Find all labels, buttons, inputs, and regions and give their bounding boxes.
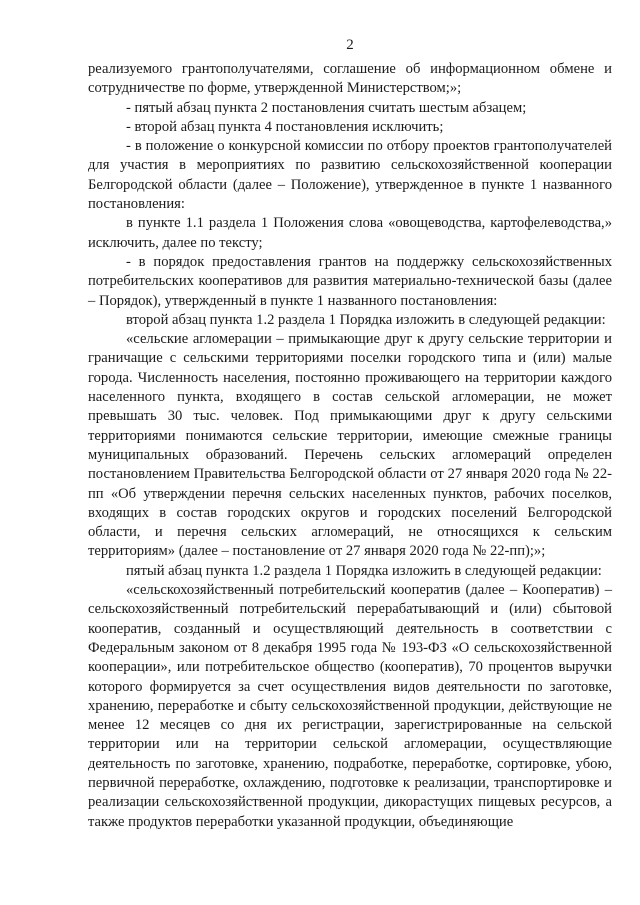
paragraph-10: «сельскохозяйственный потребительский кооператив (далее – Кооператив) – сельскохозяйственный потребительский перерабатывающий и (или) сбытовой кооператив, созданный и осуществляющий деятельность в соответствии с Федеральным законом от 8 декабря 1995 года № 193-ФЗ «О сельскохозяйственной кооперации», или потребительское общество (кооператив), 70 процентов выручки которого формируется за счет осуществления видов деятельности по заготовке, хранению, переработке и сбыту сельскохозяйственной продукции, действующие не менее 12 месяцев со дня их регистрации, зарегистрированные на сельской территории или на территории сельской агломерации, осуществляющие деятельность по заготовке, хранению, подработке, переработке, сортировке, убою, первичной переработке, охлаждению, подготовке к реализации, транспортировке и реализации сельскохозяйственной продукции, дикорастущих пищевых ресурсов, а также продуктов переработки указанной продукции, объединяющие — [88, 582, 612, 830]
paragraph-1: реализуемого грантополучателями, соглашение об информационном обмене и сотрудничестве по форме, утвержденной Министерством;»; — [88, 61, 612, 97]
paragraph-2: - пятый абзац пункта 2 постановления считать шестым абзацем; — [126, 99, 527, 116]
paragraph-3: - второй абзац пункта 4 постановления исключить; — [126, 118, 444, 135]
paragraph-8: «сельские агломерации – примыкающие друг к другу сельские территории и граничащие с сельскими территориями поселки городского типа и (или) малые города. Численность населения, постоянно проживающего на территории каждого населенного пункта, входящего в состав сельской агломерации, не может превышать 30 тыс. человек. Под примыкающими друг к другу сельскими территориями понимаются сельские территории, имеющие смежные границы муниципальных образований. Перечень сельских агломераций определен постановлением Правительства Белгородской области от 27 января 2020 года № 22-пп «Об утверждении перечня сельских населенных пунктов, рабочих поселков, входящих в состав городских округов и городских поселений Белгородской области, и перечня сельских агломераций, не относящихся к сельским территориям» (далее – постановление от 27 января 2020 года № 22-пп);»; — [88, 331, 612, 560]
page-number: 2 — [346, 37, 354, 53]
paragraph-9: пятый абзац пункта 1.2 раздела 1 Порядка изложить в следующей редакции: — [126, 562, 602, 579]
paragraph-7: второй абзац пункта 1.2 раздела 1 Порядка изложить в следующей редакции: — [126, 311, 606, 328]
paragraph-5: в пункте 1.1 раздела 1 Положения слова «овощеводства, картофелеводства,» исключить, далее по тексту; — [88, 215, 612, 251]
paragraph-4: - в положение о конкурсной комиссии по отбору проектов грантополучателей для участия в мероприятиях по развитию сельскохозяйственной кооперации Белгородской области (далее – Положение), утвержденное в пункте 1 названного постановления: — [88, 138, 612, 213]
paragraph-6: - в порядок предоставления грантов на поддержку сельскохозяйственных потребительских кооперативов для развития материально-технической базы (далее – Порядок), утвержденный в пункте 1 названного постановления: — [88, 253, 612, 309]
